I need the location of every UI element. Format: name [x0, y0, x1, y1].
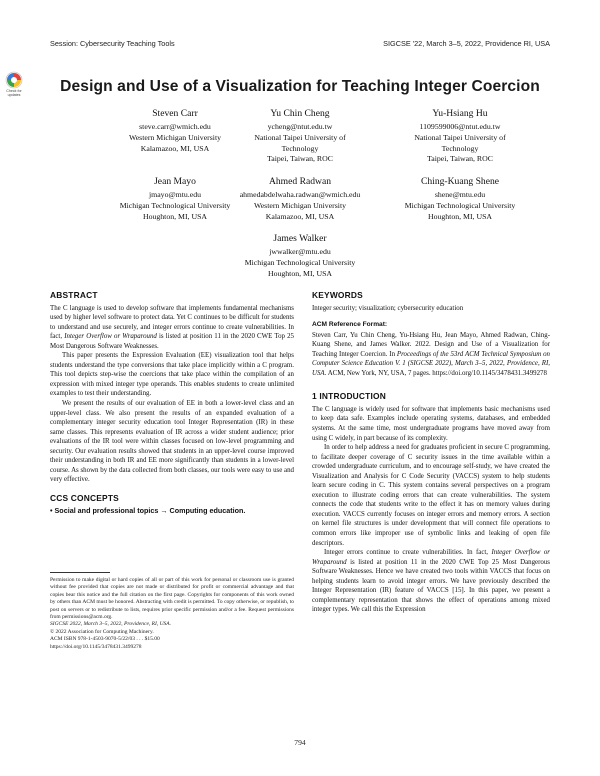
author-name: Steven Carr: [152, 108, 198, 119]
left-column: [50, 291, 294, 516]
check-for-updates-badge[interactable]: [3, 70, 25, 100]
keywords-text: Integer security; visualization; cybersecurity education: [312, 304, 464, 312]
author-affiliation: Western Michigan University: [253, 200, 347, 210]
author-email[interactable]: steve.carr@wmich.edu: [139, 122, 211, 131]
ccs-heading: CCS CONCEPTS: [50, 492, 119, 503]
author-email[interactable]: 1109599006@ntut.edu.tw: [419, 122, 501, 131]
author-name: Jean Mayo: [154, 176, 196, 187]
reference-text: Steven Carr, Yu Chin Cheng, Yu-Hsiang Hu, Jean Mayo, Ahmed Radwan, Ching-Kuang Shene, and James Walker. 2022. Design and Use of a Visualization for Teaching Integer Coercion. In Proceedings of the 53rd ACM Technical Symposium on Computer Science Education V. 1 (SIGCSE 2022), March 3–5, 2022, Providence, RI, USA. ACM, New York, NY, USA, 7 pages. https://doi.org/10.1145/3478431.3499278: [312, 331, 550, 377]
author-affiliation: Michigan Technological University: [404, 200, 516, 210]
check-for-updates-label: Check for updates: [6, 89, 22, 97]
author-block: [360, 176, 560, 222]
abstract-paragraph: The C language is used to develop software that implements fundamental mechanisms used by higher level software to protect data. Yet C continues to be difficult for students to understand and use securely, and integer errors continue to create vulnerabilities. In fact, Integer Overflow or Wraparound is listed at position 11 in the 2020 CWE Top 25 Most Dangerous Software Weaknesses.: [50, 304, 294, 350]
abstract-paragraph: We present the results of our evaluation of EE in both a lower-level class and an upper-level class. We also present the results of an expanded evaluation of a complementary integer security education tool Integer Representation (IR) in these same classes. This represents evaluation of IR across a wider student audience; prior evaluations of the IR tool were within classes focused on low-level programming and security. Our evaluation results showed that students in an upper-level course improved their understanding in both IR and EE more significantly than students in a lower-level course. As shown by the data collected from both classes, our tools were easy to use and very effective.: [50, 400, 294, 484]
venue-line: SIGCSE 2022, March 3–5, 2022, Providence, RI, USA.: [50, 621, 172, 628]
author-name: James Walker: [273, 233, 327, 244]
author-email[interactable]: shene@mtu.edu: [434, 190, 486, 199]
author-block: [200, 233, 400, 279]
author-location: Houghton, MI, USA: [267, 268, 333, 278]
author-affiliation: National Taipei University of: [414, 132, 506, 142]
author-affiliation: Michigan Technological University: [119, 200, 231, 210]
right-column: [312, 291, 550, 615]
paper-title: Design and Use of a Visualization for Teaching Integer Coercion: [60, 78, 540, 95]
intro-paragraph: Integer errors continue to create vulnerabilities. In fact, Integer Overflow or Wraparound is listed at position 11 in the 2020 CWE Top 25 Most Dangerous Software Weaknesses. Hence we have created two tools within VACCS that focus on helping students learn to avoid integer errors. We have previously described the Integer Representation (IR) feature of VACCS [15]. In this paper, we present a complementary representation that shows the effect of operations among mixed integer types. We call this the Expression: [312, 549, 550, 614]
intro-paragraph: In order to help address a need for graduates proficient in secure C programming, to facilitate deeper coverage of C security issues in the time available within a crowded undergraduate curriculum, and to encourage self-study, we have created the Visualization and Analysis for C Code Security (VACCS) system to help students learn secure coding in C. This system contains several perspectives on a program execution to illustrate coding errors that can create vulnerabilities. The system connects the code that students write to the effect it has on memory values during execution. VACCS currently focuses on integer errors and memory errors. A section on kernel file structures is under development that will connect file operations to common errors like improper use of symbolic links and leaking of open file descriptors.: [312, 444, 550, 547]
page-number: 794: [294, 738, 306, 747]
author-email[interactable]: jwwalker@mtu.edu: [269, 247, 331, 256]
ccs-concept: • Social and professional topics → Computing education.: [50, 506, 246, 516]
header-session: Session: Cybersecurity Teaching Tools: [50, 39, 175, 48]
author-name: Yu Chin Cheng: [270, 108, 330, 119]
author-affiliation: Michigan Technological University: [244, 257, 356, 267]
doi-link[interactable]: https://doi.org/10.1145/3478431.3499278: [50, 643, 142, 650]
author-affiliation: National Taipei University of: [254, 132, 346, 142]
author-affiliation: Western Michigan University: [128, 132, 222, 142]
author-email[interactable]: ahmedabdelwaha.radwan@wmich.edu: [239, 190, 361, 199]
author-location: Houghton, MI, USA: [427, 211, 493, 221]
intro-paragraph: The C language is widely used for software that implements basic mechanisms used to keep data safe. Examples include operating systems, databases, and embedded systems. At the same time, most undergraduate programs have moved away from using C widely, in part because of its complexity.: [312, 405, 550, 442]
author-name: Ching-Kuang Shene: [420, 176, 500, 187]
permission-text: Permission to make digital or hard copies of all or part of this work for personal or classroom use is granted without fee provided that copies are not made or distributed for profit or commercial advantage and that copies bear this notice and the full citation on the first page. Copyrights for components of this work owned by others than ACM must be honored. Abstracting with credit is permitted. To copy otherwise, or republish, to post on servers or to redistribute to lists, requires prior specific permission and/or a fee. Request permissions from permissions@acm.org.: [50, 577, 294, 621]
author-email[interactable]: ycheng@ntut.edu.tw: [267, 122, 333, 131]
author-name: Ahmed Radwan: [268, 176, 332, 187]
abstract-paragraph: This paper presents the Expression Evaluation (EE) visualization tool that helps students understand the type conversions that take place implicitly within a C program. This tool depicts step-wise the coercions that take place within the compilation of an expression with mixed integer type operands. This enables students to create unlimited examples to test their understanding.: [50, 352, 294, 398]
footnote-rule: [50, 572, 110, 573]
author-location: Kalamazoo, MI, USA: [140, 143, 210, 153]
author-location: Taipei, Taiwan, ROC: [267, 154, 333, 164]
author-block: [360, 108, 560, 165]
header-venue: SIGCSE '22, March 3–5, 2022, Providence RI, USA: [383, 39, 550, 48]
author-location: Houghton, MI, USA: [142, 211, 208, 221]
copyright-line: © 2022 Association for Computing Machinery.: [50, 628, 154, 635]
author-affiliation-cont: Technology: [441, 143, 479, 153]
introduction-heading: 1 INTRODUCTION: [312, 391, 386, 402]
reference-heading: ACM Reference Format:: [312, 321, 388, 329]
author-location: Kalamazoo, MI, USA: [265, 211, 335, 221]
author-email[interactable]: jmayo@mtu.edu: [148, 190, 201, 199]
permission-footnote: [50, 577, 294, 651]
author-location: Taipei, Taiwan, ROC: [427, 154, 493, 164]
abstract-heading: ABSTRACT: [50, 290, 98, 300]
isbn-line: ACM ISBN 978-1-4503-9070-5/22/03 . . . $15.00: [50, 636, 160, 643]
keywords-heading: KEYWORDS: [312, 290, 363, 300]
author-name: Yu-Hsiang Hu: [432, 108, 488, 119]
running-header: [50, 39, 550, 51]
author-affiliation-cont: Technology: [281, 143, 319, 153]
